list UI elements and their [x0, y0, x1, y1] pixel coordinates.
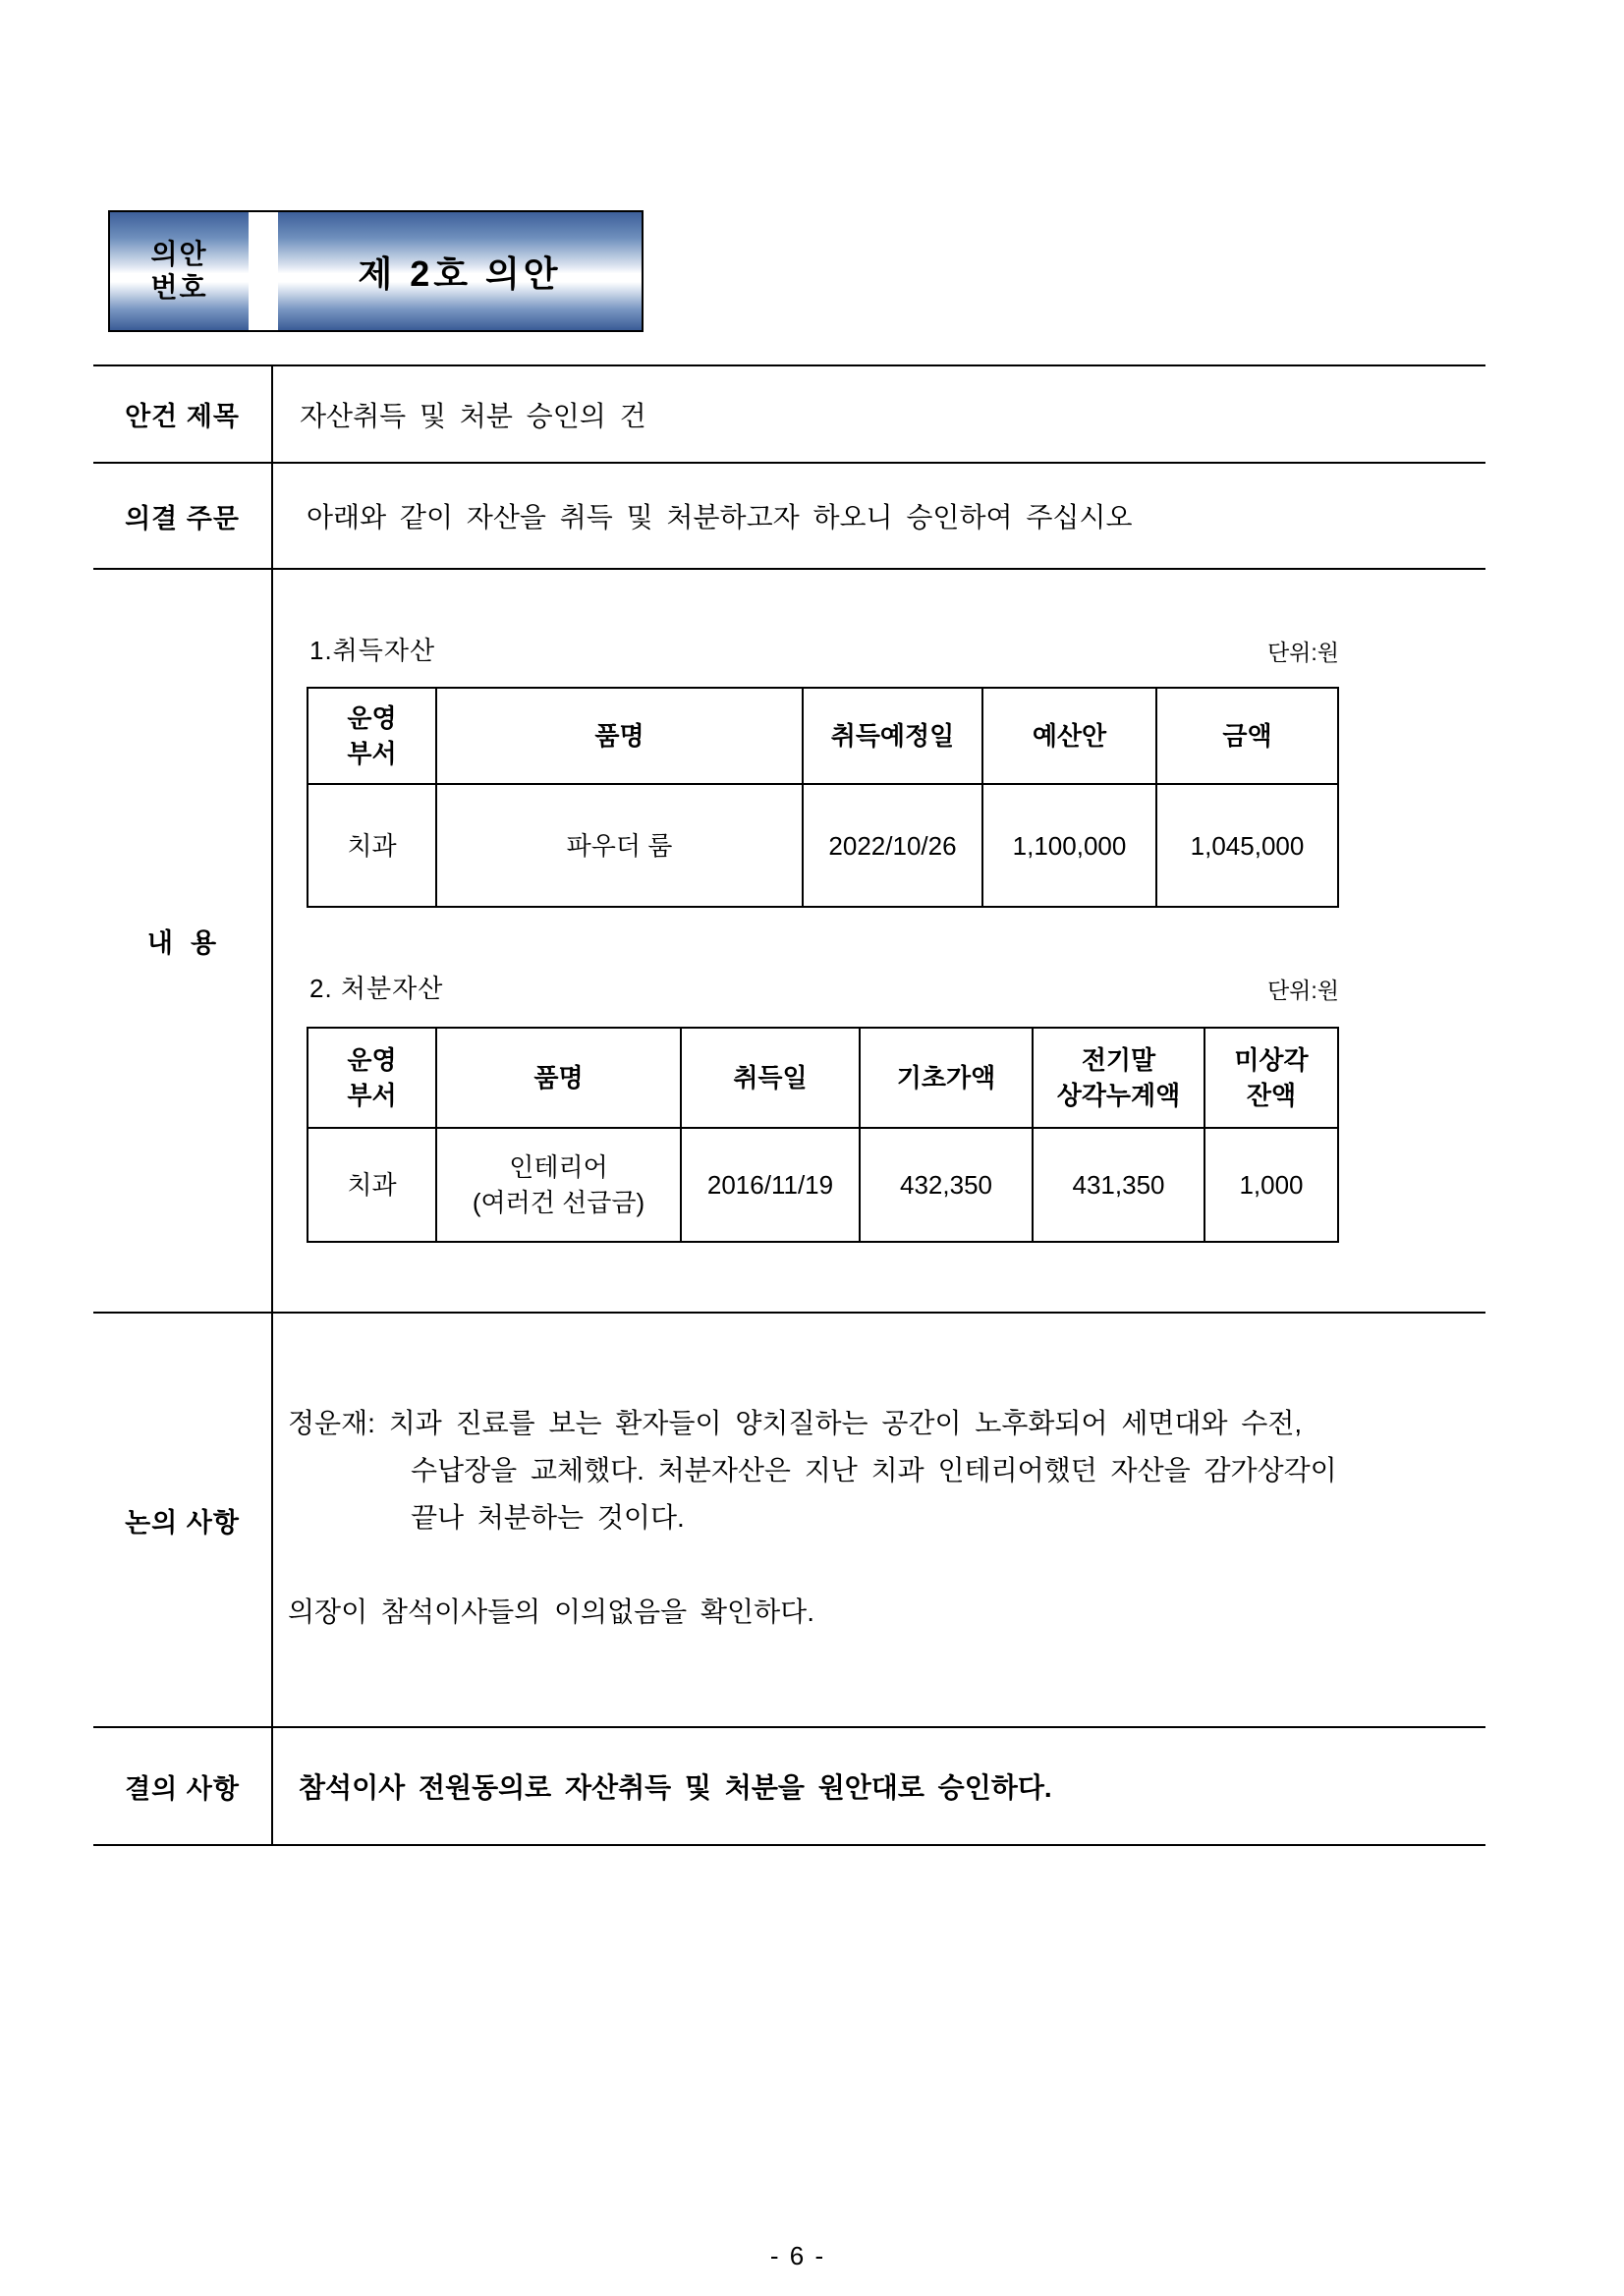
cell-undepreciated-balance: 1,000	[1239, 1170, 1304, 1200]
acquired-assets-header-row	[308, 689, 1337, 785]
cell-operating-dept: 치과	[308, 785, 437, 906]
agenda-number-label	[110, 212, 249, 330]
row-discussion	[93, 1312, 1485, 1726]
header-base-value: 기초가액	[861, 1029, 1034, 1127]
discussion-line: 정운재: 치과 진료를 보는 환자들이 양치질하는 공간이 노후화되어 세면대와 수전,	[288, 1408, 1303, 1438]
cell-amount: 1,045,000	[1190, 830, 1305, 861]
row-resolution-order	[93, 462, 1485, 568]
header-item-name: 품명	[437, 1029, 682, 1127]
cell-item-name: 인테리어 (여러건 선급금)	[437, 1129, 682, 1241]
acquired-assets-unit: 단위:원	[1266, 640, 1339, 665]
agenda-title-label: 안건 제목	[93, 366, 273, 462]
header-scheduled-date: 취득예정일	[804, 689, 983, 783]
discussion-body	[273, 1314, 1485, 1726]
discussion-line: 끝나 처분하는 것이다.	[411, 1502, 685, 1533]
resolution-value: 참석이사 전원동의로 자산취득 및 처분을 원안대로 승인하다.	[299, 1772, 1052, 1803]
content-label: 내 용	[93, 570, 273, 1312]
header-operating-dept: 운영 부서	[308, 1029, 437, 1127]
header-undepreciated-balance: 미상각 잔액	[1234, 1045, 1309, 1110]
agenda-number-title-text: 제 2호 의안	[358, 252, 562, 294]
acquired-assets-table	[307, 687, 1339, 908]
row-content	[93, 568, 1485, 1312]
agenda-number-badge	[108, 210, 644, 332]
disposed-assets-data-row	[308, 1129, 1337, 1241]
header-budget: 예산안	[983, 689, 1157, 783]
cell-acquisition-date: 2016/11/19	[682, 1129, 861, 1241]
cell-scheduled-date: 2022/10/26	[804, 785, 983, 906]
cell-item-name: 파우더 룸	[437, 785, 804, 906]
acquired-assets-data-row	[308, 785, 1337, 906]
header-acquisition-date: 취득일	[682, 1029, 861, 1127]
discussion-line: 수납장을 교체했다. 처분자산은 지난 치과 인테리어했던 자산을 감가상각이	[411, 1455, 1337, 1485]
resolution-label: 결의 사항	[93, 1728, 273, 1844]
resolution-order-label: 의결 주문	[93, 464, 273, 568]
discussion-closing: 의장이 참석이사들의 이의없음을 확인하다.	[288, 1596, 814, 1627]
disposed-assets-table	[307, 1027, 1339, 1243]
header-accumulated-depreciation: 전기말 상각누계액	[1034, 1029, 1205, 1127]
content-body	[273, 570, 1485, 1312]
cell-accumulated-depreciation: 431,350	[1034, 1129, 1205, 1241]
row-resolution	[93, 1726, 1485, 1844]
badge-divider-gap	[249, 212, 278, 330]
resolution-order-value: 아래와 같이 자산을 취득 및 처분하고자 하오니 승인하여 주십시오	[307, 502, 1133, 532]
cell-budget: 1,100,000	[983, 785, 1157, 906]
disposed-assets-title-row	[309, 969, 1339, 1005]
header-amount: 금액	[1222, 721, 1272, 751]
agenda-number-label-text: 의안 번호	[150, 239, 208, 303]
agenda-outline-table	[93, 364, 1485, 1846]
acquired-assets-title: 1.취득자산	[309, 636, 436, 665]
agenda-title-value: 자산취득 및 처분 승인의 건	[300, 400, 646, 431]
cell-base-value: 432,350	[861, 1129, 1034, 1241]
cell-operating-dept: 치과	[308, 1129, 437, 1241]
header-operating-dept: 운영 부서	[308, 689, 437, 783]
row-agenda-title	[93, 364, 1485, 462]
discussion-text	[273, 1400, 1476, 1636]
discussion-label: 논의 사항	[93, 1314, 273, 1726]
disposed-assets-unit: 단위:원	[1266, 978, 1339, 1003]
page-number: - 6 -	[769, 2241, 826, 2270]
disposed-assets-header-row	[308, 1029, 1337, 1129]
agenda-number-title	[278, 212, 642, 330]
disposed-assets-title: 2. 처분자산	[309, 974, 444, 1003]
header-item-name: 품명	[437, 689, 804, 783]
acquired-assets-title-row	[309, 631, 1339, 667]
